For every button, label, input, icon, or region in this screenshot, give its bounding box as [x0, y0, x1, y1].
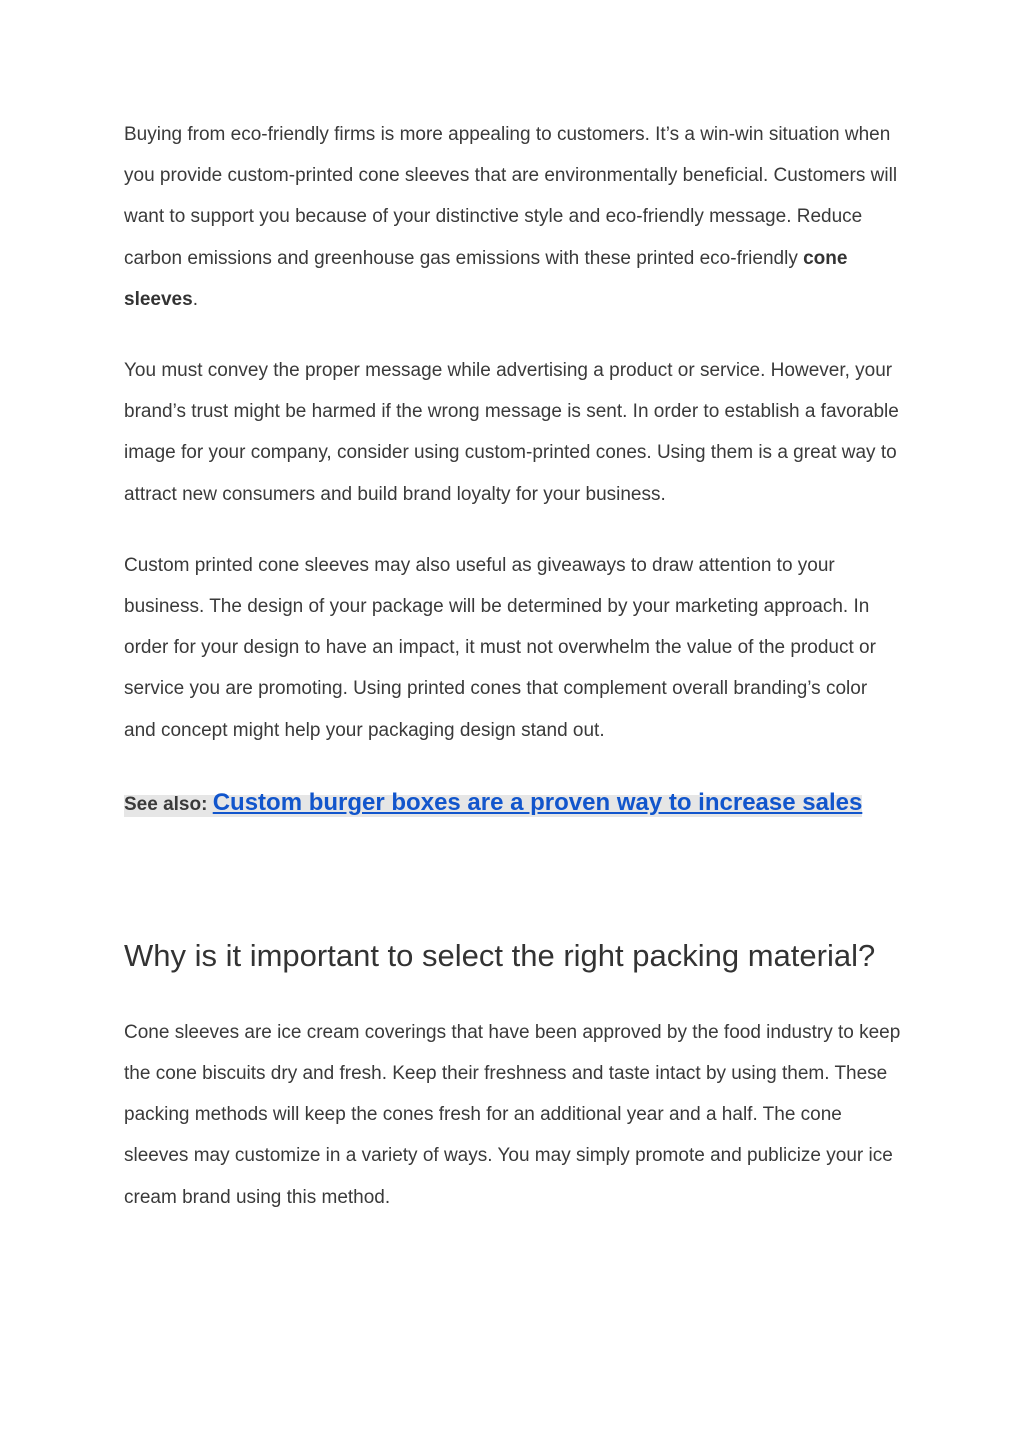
see-also-link[interactable]: Custom burger boxes are a proven way to increase sales	[212, 788, 863, 816]
paragraph-eco-friendly	[124, 114, 904, 320]
section-heading: Why is it important to select the right packing material?	[124, 937, 876, 973]
paragraph-giveaways: Custom printed cone sleeves may also useful as giveaways to draw attention to your business. The design of your package will be determined by your marketing approach. In order for your design to have an impact, it must not overwhelm the value of the product or service you are promoting. Using printed cones that complement overall branding’s color and concept might help your packaging design stand out.	[124, 554, 876, 741]
paragraph-message: You must convey the proper message while advertising a product or service. However, your brand’s trust might be harmed if the wrong message is sent. In order to establish a favorable image for your company, consider using custom-printed cones. Using them is a great way to attract new consumers and build brand loyalty for your business.	[124, 360, 899, 505]
document-page	[124, 114, 904, 1248]
paragraph-cone-sleeves: Cone sleeves are ice cream coverings that have been approved by the food industry to keep the cone biscuits dry and fresh. Keep their freshness and taste intact by using them. These packing methods will keep the cones fresh for an additional year and a half. The cone sleeves may customize in a variety of ways. You may simply promote and publicize your ice cream brand using this method.	[124, 1021, 901, 1208]
see-also-highlight	[124, 788, 863, 817]
see-also	[124, 781, 904, 828]
bold-phrase: cone sleeves	[124, 247, 848, 310]
see-also-label: See also:	[124, 793, 213, 815]
paragraph-text: Buying from eco-friendly firms is more appealing to customers. It’s a win-win situation when you provide custom-printed cone sleeves that are environmentally beneficial. Customers will want to support you because of your distinctive style and eco-friendly message. Reduce carbon emissions and greenhouse gas emissions with these printed eco-friendly	[124, 124, 898, 269]
paragraph-end: .	[192, 288, 198, 310]
